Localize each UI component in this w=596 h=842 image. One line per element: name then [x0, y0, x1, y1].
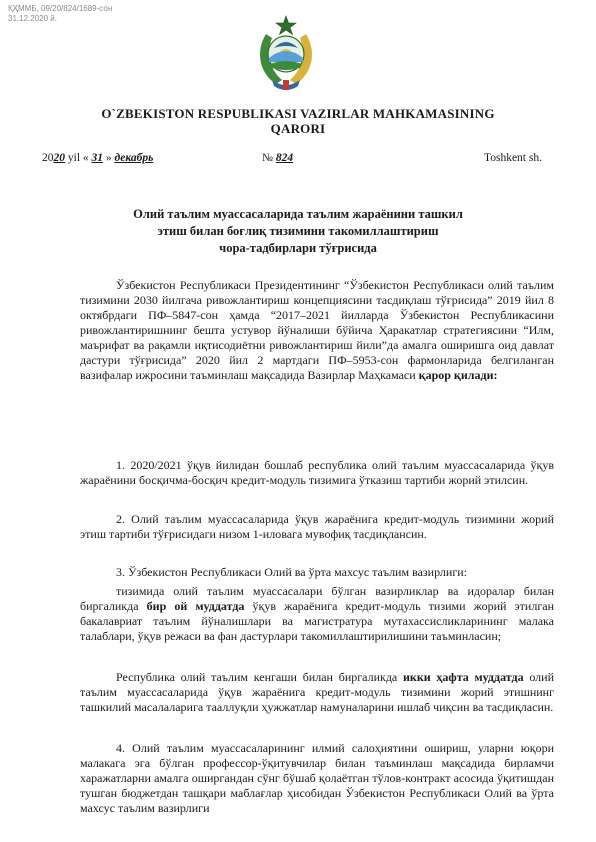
clause-3: 3. Ўзбекистон Республикаси Олий ва ўрта махсус таълим вазирлиги:	[116, 565, 467, 579]
number-value: 824	[275, 152, 294, 164]
clause-4: 4. Олий таълим муассасаларининг илмий салоҳиятини ошириш, уларни юқори малакага эга бўлган профессор-ўқитувчилар билан таъминлаш мақсадида бирламчи харажатларни амалга оширгандан сўнг бўшаб қолаётган тўлов-контракт асосида ўқитишдан тушган бюджетдан ташқари маблағлар ҳисобидан Ўзбекистон Республикаси Олий ва ўрта махсус таълим вазирлиги	[80, 741, 554, 815]
uzbekistan-state-emblem-icon	[252, 14, 320, 92]
document-title-line-2: этиш билан боғлиқ тизимини такомиллаштириш	[157, 224, 439, 238]
document-header-line-1: O`ZBEKISTON RESPUBLIKASI VAZIRLAR MAHKAMASINING	[101, 106, 495, 121]
clause-3-item-1: тизимида олий таълим муассасалари бўлган вазирликлар ва идоралар билан биргаликда бир ой муддатда ўқув жараёнига кредит-модуль тизими жорий этилган бакалавриат таълим йўналишлари ва магистратура мутахассисликларининг малака талаблари, ўқув режаси ва фан дастурлари такомиллаштирилишини таъминласин;	[80, 584, 554, 643]
clause-1: 1. 2020/2021 ўқув йилидан бошлаб республика олий таълим муассасаларида ўқув жараёнини босқичма-босқич кредит-модуль тизимига ўтказиш тартиби жорий этилсин.	[80, 458, 554, 487]
day-close-quote: »	[105, 152, 112, 164]
clause-3-item-2: Республика олий таълим кенгаши билан биргаликда икки ҳафта муддатда олий таълим муассасаларида ўқув жараёнига кредит-модуль тизимини жорий этишнинг ташкилий масалаларига тааллуқли ҳужжатлар намуналарини ишлаб чиқсин ва тасдиқласин.	[80, 670, 555, 714]
document-title-line-1: Олий таълим муассасаларида таълим жараёнини ташкил	[133, 207, 463, 221]
year-prefix: 20	[42, 152, 54, 164]
document-title-line-3: чора-тадбирлари тўғрисида	[219, 241, 377, 255]
decision-phrase: қарор қилади:	[418, 368, 498, 382]
document-city: Toshkent sh.	[484, 152, 542, 164]
number-label: №	[262, 152, 273, 164]
stamp-line-1: ҚҲММБ, 09/20/824/1689-сон	[8, 4, 113, 13]
year-suffix: 20	[53, 152, 65, 164]
year-label: yil	[67, 152, 81, 164]
document-header-line-2: QARORI	[270, 121, 326, 136]
deadline-one-month: бир ой муддатда	[146, 599, 245, 613]
document-date	[42, 152, 153, 164]
document-number	[262, 152, 293, 164]
stamp-line-2: 31.12.2020 й.	[8, 14, 57, 23]
day-open-quote: «	[82, 152, 89, 164]
registration-stamp	[8, 4, 112, 24]
clause-2: 2. Олий таълим муассасаларида ўқув жараёнига кредит-модуль тизимини жорий этиш тартиби тўғрисидаги низом 1-иловага мувофиқ тасдиқлансин.	[80, 512, 554, 541]
deadline-two-weeks: икки ҳафта муддатда	[403, 670, 524, 684]
day-value: 31	[91, 152, 104, 164]
preamble-paragraph: Ўзбекистон Республикаси Президентининг “Ўзбекистон Республикаси олий таълим тизимини 2030 йилгача ривожлантириш концепциясини тасдиқлаш тўғрисида” 2019 йил 8 октябрдаги ПФ–5847-сон ҳамда “2017–2021 йилларда Ўзбекистон Республикасини ривожлантиришнинг бешта устувор йўналиши бўйича Ҳаракатлар стратегиясини “Илм, маърифат ва рақамли иқтисодиётни ривожлантириш йили”да амалга оширишга оид давлат дастури тўғрисида” 2020 йил 2 мартдаги ПФ–5953-сон фармонларида белгиланган вазифалар ижросини таъминлаш мақсадида Вазирлар Маҳкамаси қарор қилади:	[80, 278, 554, 382]
month-value: декабрь	[114, 152, 154, 164]
